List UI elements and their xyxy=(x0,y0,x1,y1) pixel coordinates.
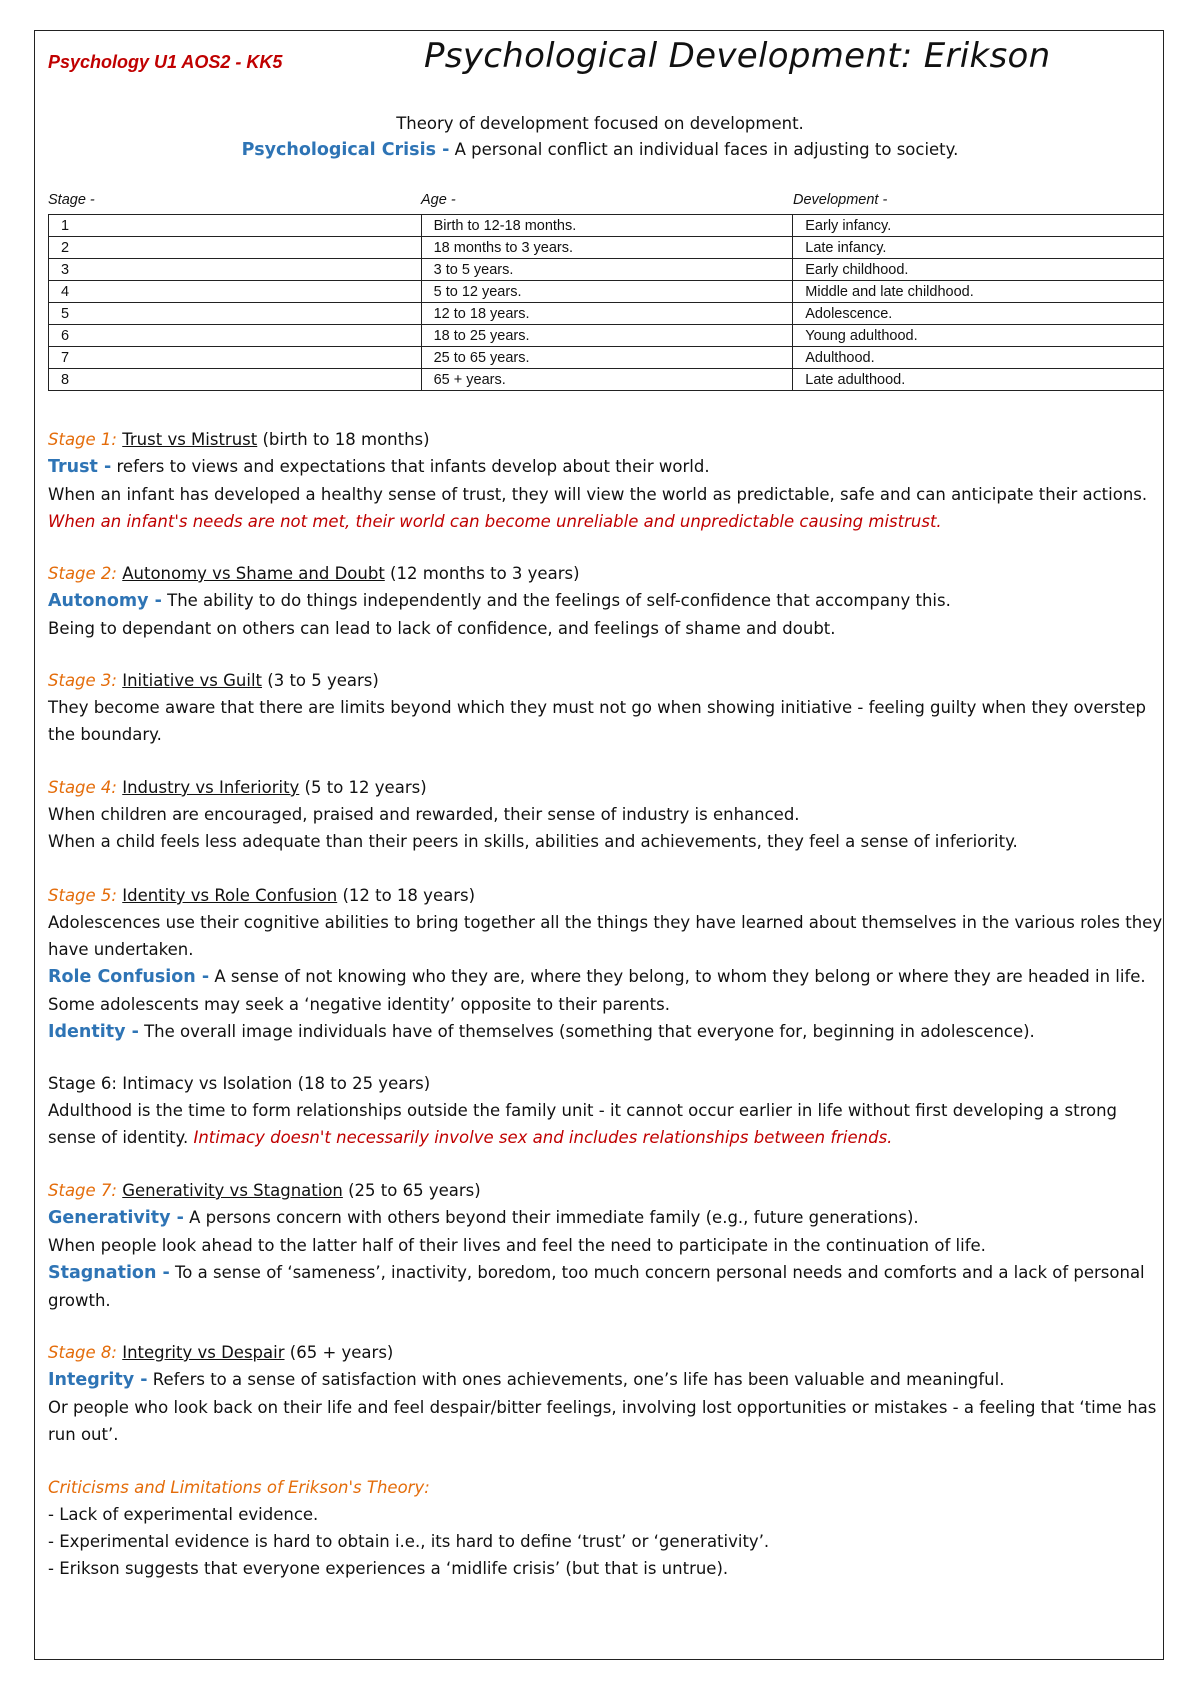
cell-age: 3 to 5 years. xyxy=(421,259,793,281)
stage-5-heading xyxy=(48,882,1164,909)
stage-4-section xyxy=(48,774,1164,855)
term-integrity: Integrity - xyxy=(48,1370,148,1390)
term-definition: Refers to a sense of satisfaction with ones achievements, one’s life has been valuable and meaningful. xyxy=(147,1370,1005,1389)
stage-1-text xyxy=(48,481,1164,535)
cell-stage: 2 xyxy=(49,237,422,259)
stage-2-text: Being to dependant on others can lead to lack of confidence, and feelings of shame and doubt. xyxy=(48,619,836,638)
stage-label: Stage 2: xyxy=(48,564,117,583)
cell-age: 5 to 12 years. xyxy=(421,281,793,303)
stage-2-heading xyxy=(48,560,1164,587)
cell-stage: 1 xyxy=(49,215,422,237)
red-note: Intimacy doesn't necessarily involve sex and includes relationships between friends. xyxy=(193,1128,893,1147)
term-definition: refers to views and expectations that infants develop about their world. xyxy=(111,457,710,476)
cell-stage: 5 xyxy=(49,303,422,325)
stage-name: Autonomy vs Shame and Doubt xyxy=(122,564,385,583)
stage-range: (5 to 12 years) xyxy=(299,778,427,797)
stage-8-text: Or people who look back on their life and feel despair/bitter feelings, involving lost opportunities or mistakes - a feeling that ‘time has run out’. xyxy=(48,1398,1157,1444)
stage-range: (65 + years) xyxy=(284,1343,394,1362)
stage-4-text-1: When children are encouraged, praised and rewarded, their sense of industry is enhanced. xyxy=(48,805,800,824)
stage-name: Integrity vs Despair xyxy=(122,1343,285,1362)
table-row xyxy=(49,347,1164,369)
stage-range: (3 to 5 years) xyxy=(262,671,379,690)
term-identity: Identity - xyxy=(48,1022,139,1042)
header-age: Age - xyxy=(421,192,456,208)
cell-stage: 4 xyxy=(49,281,422,303)
stage-label: Stage 5: xyxy=(48,886,117,905)
stage-8-heading xyxy=(48,1339,1164,1366)
cell-age: 25 to 65 years. xyxy=(421,347,793,369)
stage-8-term xyxy=(48,1366,1164,1394)
stage-3-heading xyxy=(48,667,1164,694)
cell-development: Early infancy. xyxy=(793,215,1164,237)
term-role-confusion: Role Confusion - xyxy=(48,967,210,987)
cell-development: Young adulthood. xyxy=(793,325,1164,347)
cell-stage: 8 xyxy=(49,369,422,391)
term-definition: To a sense of ‘sameness’, inactivity, boredom, too much concern personal needs and comforts and a lack of personal growth. xyxy=(48,1263,1145,1310)
term-generativity: Generativity - xyxy=(48,1208,184,1228)
stage-5-term-1 xyxy=(48,963,1164,1018)
stage-label: Stage 7: xyxy=(48,1181,117,1200)
stage-7-term-1 xyxy=(48,1204,1164,1232)
header-stage: Stage - xyxy=(48,192,95,208)
table-row xyxy=(49,325,1164,347)
cell-development: Adulthood. xyxy=(793,347,1164,369)
list-item: - Experimental evidence is hard to obtain i.e., its hard to define ‘trust’ or ‘generativity’. xyxy=(48,1532,770,1551)
stage-name: Trust vs Mistrust xyxy=(122,430,258,449)
cell-age: Birth to 12-18 months. xyxy=(421,215,793,237)
table-row xyxy=(49,303,1164,325)
stage-7-term-2 xyxy=(48,1259,1164,1314)
cell-development: Early childhood. xyxy=(793,259,1164,281)
cell-age: 12 to 18 years. xyxy=(421,303,793,325)
term-definition: The ability to do things independently and the feelings of self-confidence that accompany this. xyxy=(161,591,951,610)
stage-name: Identity vs Role Confusion xyxy=(122,886,338,905)
criticisms-section xyxy=(48,1474,1164,1582)
red-note: When an infant's needs are not met, their world can become unreliable and unpredictable causing mistrust. xyxy=(48,512,942,531)
cell-age: 18 to 25 years. xyxy=(421,325,793,347)
stage-4-heading xyxy=(48,774,1164,801)
cell-development: Late adulthood. xyxy=(793,369,1164,391)
stage-8-section xyxy=(48,1339,1164,1448)
cell-development: Late infancy. xyxy=(793,237,1164,259)
term-autonomy: Autonomy - xyxy=(48,591,162,611)
term-definition: A persons concern with others beyond their immediate family (e.g., future generations). xyxy=(183,1208,919,1227)
stage-range: (12 to 18 years) xyxy=(337,886,476,905)
intro-definition xyxy=(48,140,1152,160)
stage-7-section xyxy=(48,1177,1164,1314)
term-stagnation: Stagnation - xyxy=(48,1263,170,1283)
table-row xyxy=(49,259,1164,281)
list-item: - Erikson suggests that everyone experiences a ‘midlife crisis’ (but that is untrue). xyxy=(48,1559,729,1578)
stage-3-text: They become aware that there are limits beyond which they must not go when showing initiative - feeling guilty when they overstep the boundary. xyxy=(48,698,1147,744)
stage-6-section xyxy=(48,1070,1164,1151)
stage-4-text-2: When a child feels less adequate than their peers in skills, abilities and achievements, they feel a sense of inferiority. xyxy=(48,832,1018,851)
stage-name: Initiative vs Guilt xyxy=(122,671,263,690)
cell-age: 65 + years. xyxy=(421,369,793,391)
course-code: Psychology U1 AOS2 - KK5 xyxy=(48,52,283,72)
stage-5-term-2 xyxy=(48,1018,1164,1046)
stage-range: (25 to 65 years) xyxy=(342,1181,481,1200)
stage-range: (birth to 18 months) xyxy=(257,430,430,449)
page-title: Psychological Development: Erikson xyxy=(424,36,1051,76)
criticisms-heading: Criticisms and Limitations of Erikson's Theory: xyxy=(48,1478,430,1497)
body-text: When an infant has developed a healthy sense of trust, they will view the world as predictable, safe and can anticipate their actions. xyxy=(48,485,1148,504)
table-row xyxy=(49,281,1164,303)
term-definition: A sense of not knowing who they are, where they belong, to whom they belong or where they are headed in life. Some adolescents may seek a ‘negative identity’ opposite to their parents. xyxy=(48,967,1146,1014)
stage-table xyxy=(48,192,1164,391)
definition-text: A personal conflict an individual faces in adjusting to society. xyxy=(449,140,959,159)
stage-1-section xyxy=(48,426,1164,535)
stage-name: Generativity vs Stagnation xyxy=(122,1181,343,1200)
stage-5-section xyxy=(48,882,1164,1046)
table-row xyxy=(49,369,1164,391)
cell-stage: 6 xyxy=(49,325,422,347)
stage-label: Stage 8: xyxy=(48,1343,117,1362)
table-header xyxy=(48,192,1164,214)
stage-6-text xyxy=(48,1097,1164,1151)
stage-3-section xyxy=(48,667,1164,748)
stage-label: Stage 1: xyxy=(48,430,117,449)
stage-table-body xyxy=(48,214,1164,391)
cell-development: Middle and late childhood. xyxy=(793,281,1164,303)
term-trust: Trust - xyxy=(48,457,112,477)
stage-5-text: Adolescences use their cognitive abilities to bring together all the things they have learned about themselves in the various roles they have undertaken. xyxy=(48,913,1163,959)
term-psychological-crisis: Psychological Crisis - xyxy=(241,140,450,160)
stage-1-term xyxy=(48,453,1164,481)
cell-age: 18 months to 3 years. xyxy=(421,237,793,259)
intro-line: Theory of development focused on development. xyxy=(396,114,804,133)
table-row xyxy=(49,215,1164,237)
table-row xyxy=(49,237,1164,259)
stage-name: Industry vs Inferiority xyxy=(122,778,300,797)
body-text: Adulthood is the time to form relationships outside the family unit - it cannot occur earlier in life without first developing a strong sense of identity. xyxy=(48,1101,1118,1147)
stage-2-section xyxy=(48,560,1164,642)
stage-2-term xyxy=(48,587,1164,615)
stage-7-text: When people look ahead to the latter half of their lives and feel the need to participate in the continuation of life. xyxy=(48,1236,986,1255)
stage-range: (12 months to 3 years) xyxy=(384,564,580,583)
cell-development: Adolescence. xyxy=(793,303,1164,325)
term-definition: The overall image individuals have of themselves (something that everyone for, beginning in adolescence). xyxy=(138,1022,1035,1041)
cell-stage: 7 xyxy=(49,347,422,369)
stage-6-heading: Stage 6: Intimacy vs Isolation (18 to 25 years) xyxy=(48,1074,431,1093)
list-item: - Lack of experimental evidence. xyxy=(48,1505,319,1524)
cell-stage: 3 xyxy=(49,259,422,281)
stage-1-heading xyxy=(48,426,1164,453)
stage-label: Stage 3: xyxy=(48,671,117,690)
header-development: Development - xyxy=(793,192,888,208)
stage-label: Stage 4: xyxy=(48,778,117,797)
stage-7-heading xyxy=(48,1177,1164,1204)
